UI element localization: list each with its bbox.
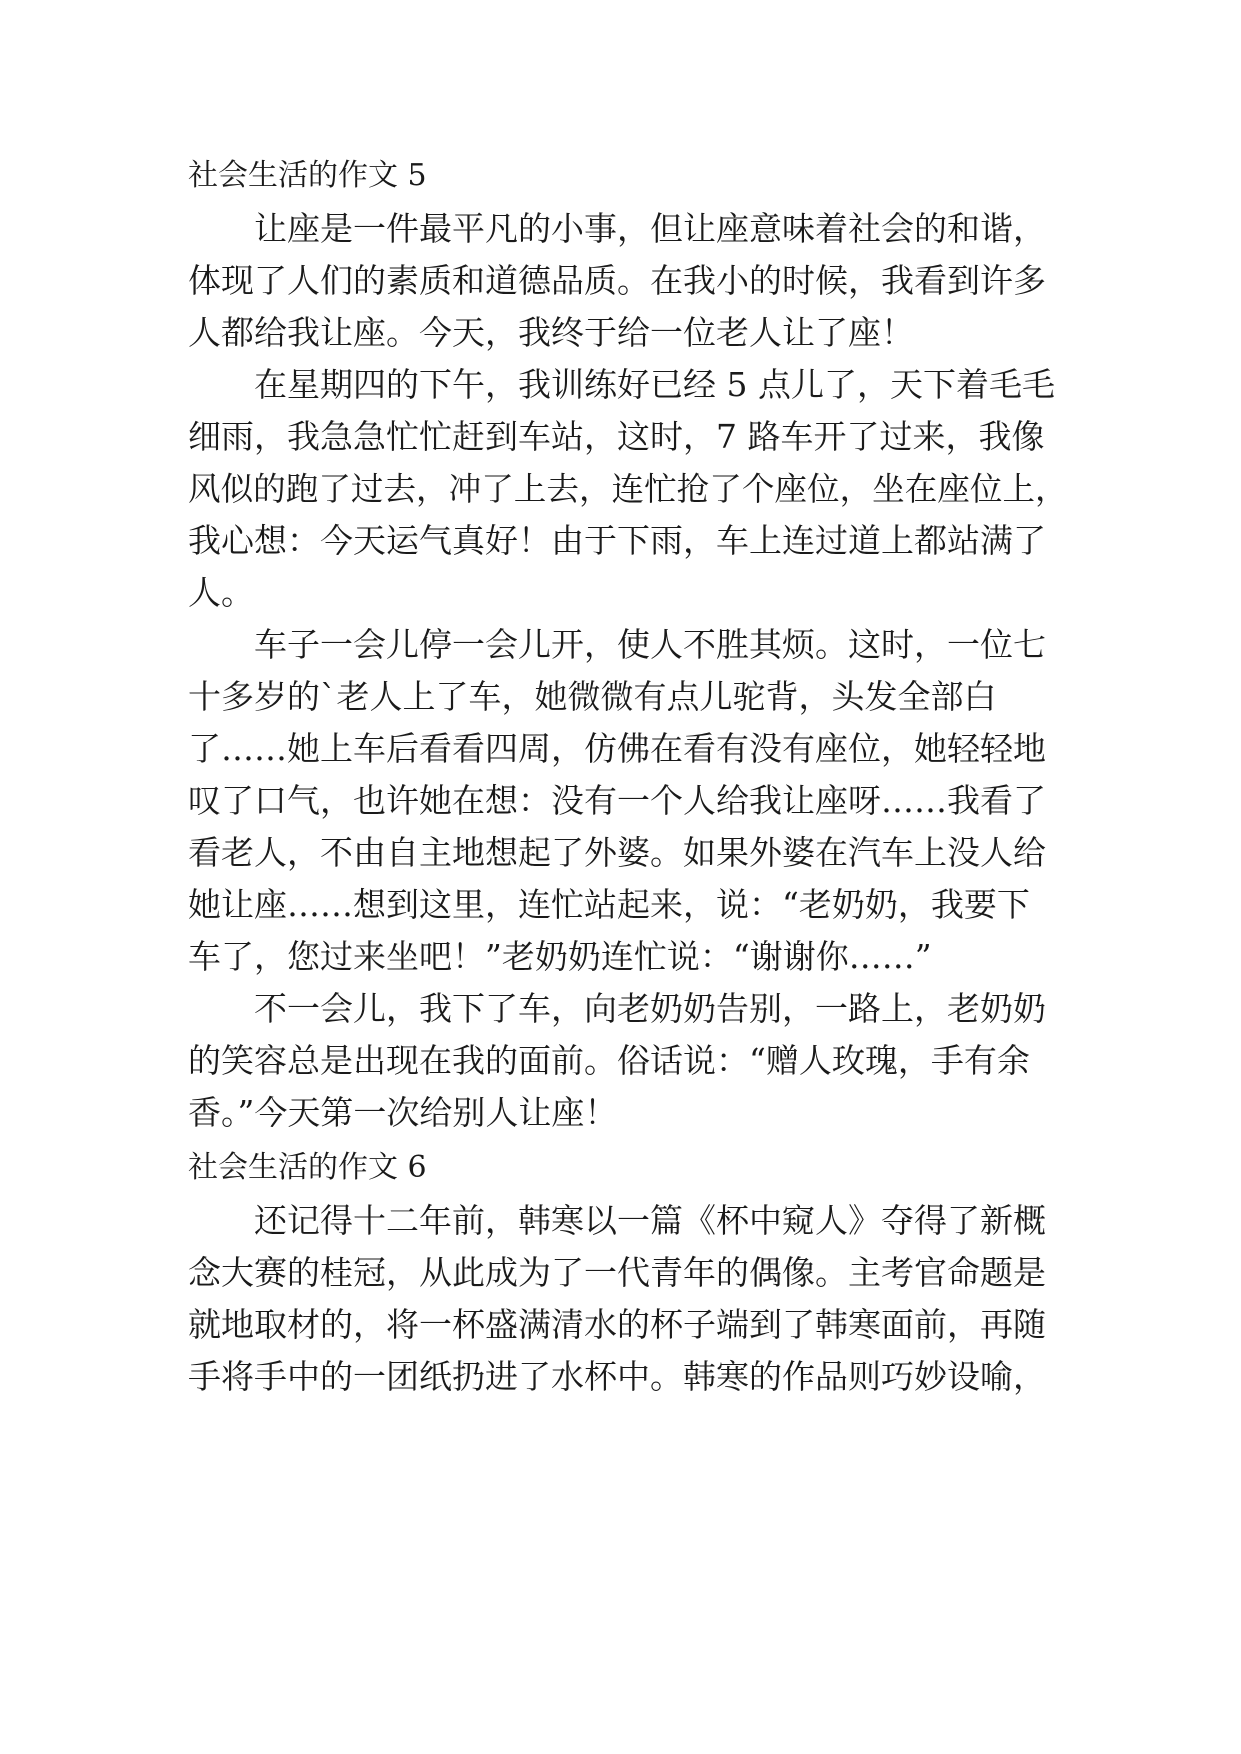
paragraph-line: 车了，您过来坐吧！”老奶奶连忙说：“谢谢你……”	[188, 937, 932, 976]
paragraph-line: 手将手中的一团纸扔进了水杯中。韩寒的作品则巧妙设喻，	[188, 1357, 1046, 1396]
paragraph-line: 念大赛的桂冠，从此成为了一代青年的偶像。主考官命题是	[188, 1253, 1046, 1292]
paragraph-line: 她让座……想到这里，连忙站起来，说：“老奶奶，我要下	[188, 885, 1030, 924]
paragraph-line: 香。”今天第一次给别人让座！	[188, 1093, 618, 1132]
paragraph-line: 在星期四的下午，我训练好已经 5 点儿了，天下着毛毛	[254, 365, 1055, 404]
paragraph-line: 人。	[188, 573, 254, 612]
section-heading: 社会生活的作文 5	[188, 158, 427, 193]
paragraph-line: 让座是一件最平凡的小事，但让座意味着社会的和谐，	[254, 209, 1046, 248]
paragraph-line: 了……她上车后看看四周，仿佛在看有没有座位，她轻轻地	[188, 729, 1046, 768]
paragraph-line: 人都给我让座。今天，我终于给一位老人让了座！	[188, 313, 914, 352]
paragraph-line: 不一会儿，我下了车，向老奶奶告别，一路上，老奶奶	[254, 989, 1046, 1028]
paragraph-line: 看老人，不由自主地想起了外婆。如果外婆在汽车上没人给	[188, 833, 1046, 872]
paragraph-line: 我心想：今天运气真好！由于下雨，车上连过道上都站满了	[188, 521, 1046, 560]
paragraph-line: 就地取材的，将一杯盛满清水的杯子端到了韩寒面前，再随	[188, 1305, 1046, 1344]
paragraph-line: 体现了人们的素质和道德品质。在我小的时候，我看到许多	[188, 261, 1046, 300]
paragraph-line: 十多岁的`老人上了车，她微微有点儿驼背，头发全部白	[188, 677, 997, 716]
section-heading: 社会生活的作文 6	[188, 1150, 427, 1185]
paragraph-line: 细雨，我急急忙忙赶到车站，这时，7 路车开了过来，我像	[188, 417, 1045, 456]
paragraph-line: 还记得十二年前，韩寒以一篇《杯中窥人》夺得了新概	[254, 1201, 1046, 1240]
paragraph-line: 车子一会儿停一会儿开，使人不胜其烦。这时，一位七	[254, 625, 1046, 664]
paragraph-line: 风似的跑了过去，冲了上去，连忙抢了个座位，坐在座位上，	[188, 470, 1068, 508]
paragraph-line: 叹了口气，也许她在想：没有一个人给我让座呀……我看了	[188, 781, 1046, 820]
paragraph-line: 的笑容总是出现在我的面前。俗话说：“赠人玫瑰，手有余	[188, 1041, 1030, 1080]
